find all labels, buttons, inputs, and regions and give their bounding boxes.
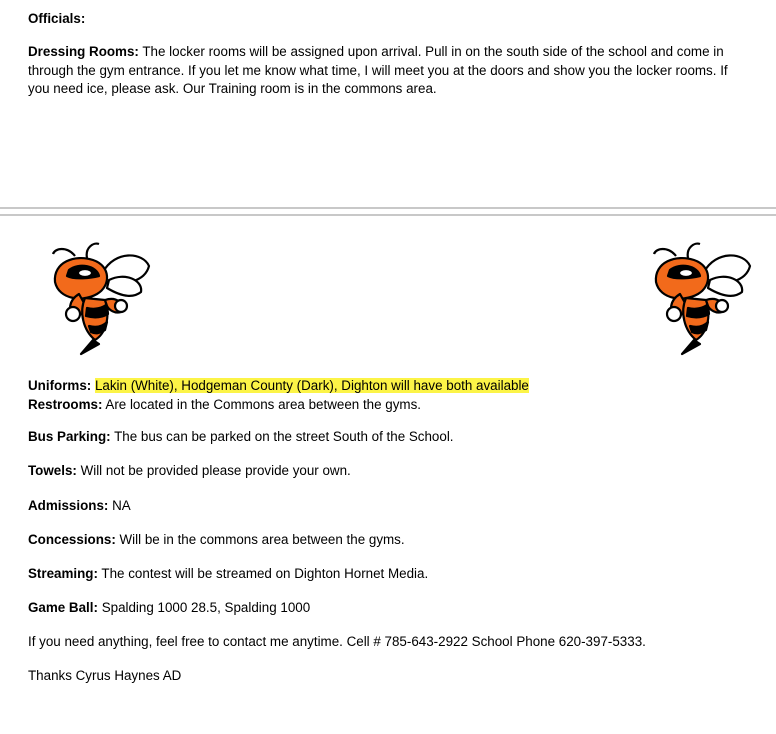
streaming-label: Streaming: [28, 566, 98, 581]
admissions-label: Admissions: [28, 498, 109, 513]
bus-parking-line: Bus Parking: The bus can be parked on the street South of the School. [28, 429, 454, 444]
dressing-rooms-line-1: Dressing Rooms: The locker rooms will be assigned upon arrival. Pull in on the south side of the school and come in [28, 44, 724, 59]
page-divider [0, 207, 776, 216]
streaming-line: Streaming: The contest will be streamed on Dighton Hornet Media. [28, 566, 429, 581]
restrooms-label: Restrooms: [28, 397, 103, 412]
hornet-mascot-icon [646, 242, 756, 360]
game-ball-label: Game Ball: [28, 600, 98, 615]
uniforms-label: Uniforms: [28, 378, 92, 393]
signature-line: Thanks Cyrus Haynes AD [28, 668, 182, 683]
concessions-label: Concessions: [28, 532, 116, 547]
bus-parking-label: Bus Parking: [28, 429, 111, 444]
officials-heading: Officials: [28, 11, 86, 26]
contact-line: If you need anything, feel free to contact me anytime. Cell # 785-643-2922 School Phone 620-397-5333. [28, 634, 646, 649]
dressing-rooms-label: Dressing Rooms: [28, 44, 139, 59]
admissions-line: Admissions: NA [28, 498, 131, 513]
uniforms-line [28, 377, 529, 395]
towels-label: Towels: [28, 463, 77, 478]
uniforms-value: Lakin (White), Hodgeman County (Dark), Dighton will have both available [94, 378, 529, 393]
concessions-line: Concessions: Will be in the commons area between the gyms. [28, 532, 405, 547]
game-ball-line: Game Ball: Spalding 1000 28.5, Spalding 1000 [28, 600, 311, 615]
towels-line: Towels: Will not be provided please provide your own. [28, 463, 351, 478]
restrooms-line: Restrooms: Are located in the Commons area between the gyms. [28, 397, 421, 412]
dressing-rooms-line-3: you need ice, please ask. Our Training room is in the commons area. [28, 81, 437, 96]
hornet-mascot-icon [45, 242, 155, 360]
dressing-rooms-line-2: through the gym entrance. If you let me know what time, I will meet you at the doors and show you the locker rooms. If [28, 63, 728, 78]
